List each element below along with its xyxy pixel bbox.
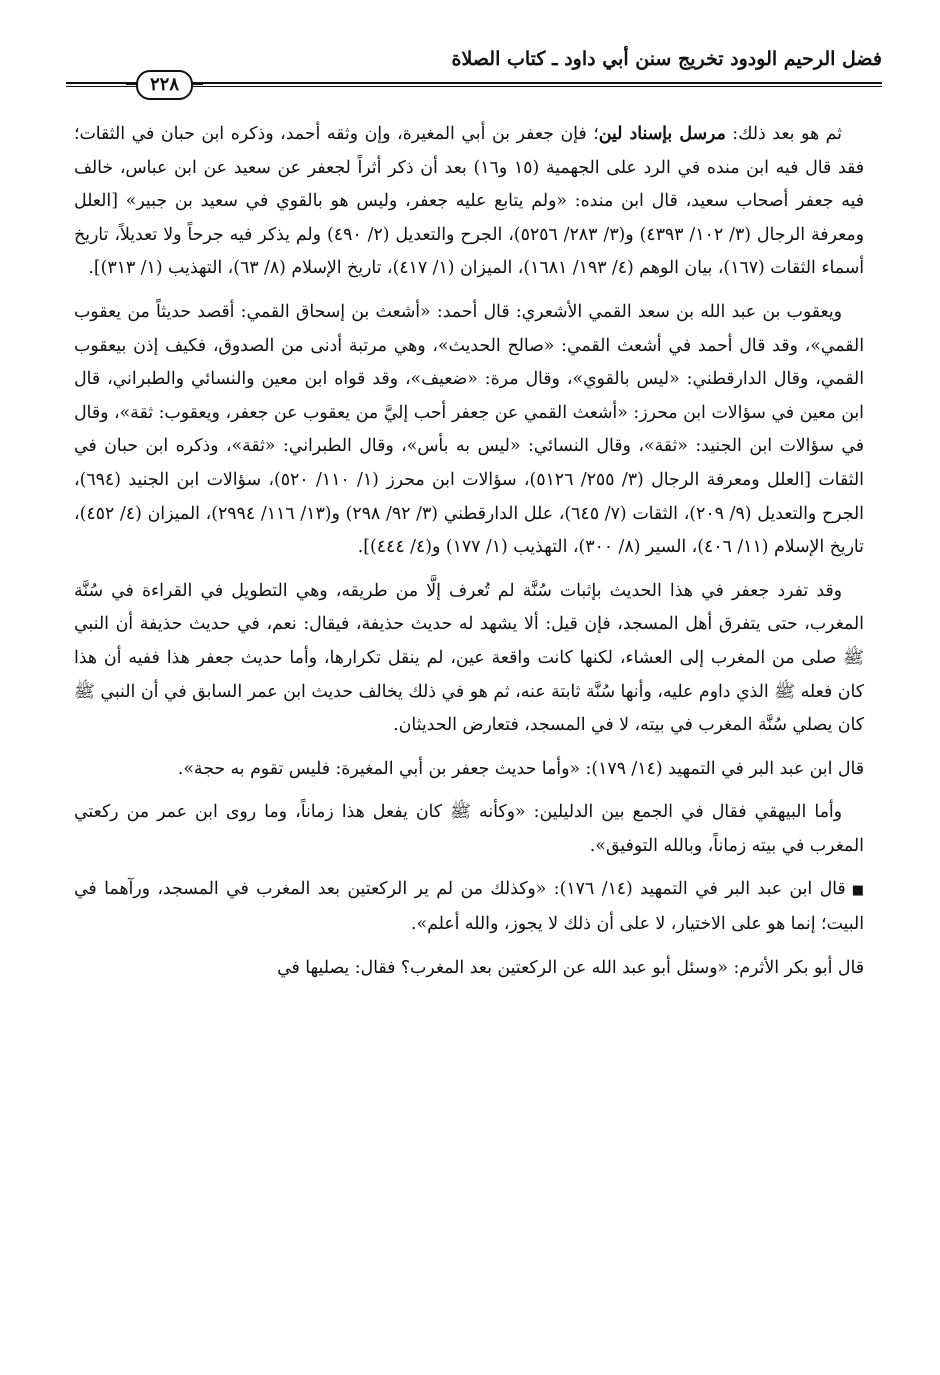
paragraph-text: ثم هو بعد ذلك: — [725, 124, 842, 144]
page-number: ٢٢٨ — [136, 70, 193, 100]
paragraph: وقد تفرد جعفر في هذا الحديث بإثبات سُنَّة لم تُعرف إلَّا من طريقه، وهي التطويل في القراءة في سُنَّة المغرب، حتى يتفرق أهل المسجد، فإن قيل: ألا يشهد له حديث حذيفة، فيقال: نعم، في حديث حذيفة أن النبي ﷺ صلى من المغرب إلى العشاء، لكنها كانت واقعة عين، لم ينقل تكرارها، وأما حديث جعفر هذا ففيه أن هذا كان فعله ﷺ الذي داوم عليه، وأنها سُنَّة ثابتة عنه، ثم هو في ذلك يخالف حديث ابن عمر السابق في أن النبي ﷺ كان يصلي سُنَّة المغرب في بيته، لا في المسجد، فتعارض الحديثان. — [74, 580, 864, 736]
emphasized-ruling: مرسل بإسناد لين — [598, 124, 726, 144]
paragraph: قال أبو بكر الأثرم: «وسئل أبو عبد الله عن الركعتين بعد المغرب؟ فقال: يصليها في — [277, 957, 864, 978]
page-body — [74, 118, 864, 995]
paragraph: وأما البيهقي فقال في الجمع بين الدليلين: «وكأنه ﷺ كان يفعل هذا زماناً، وما روى ابن عمر من ركعتي المغرب في بيته زماناً، وبالله التوفيق». — [74, 802, 864, 856]
bulleted-paragraph — [74, 873, 864, 941]
paragraph-text: ؛ فإن جعفر بن أبي المغيرة، وإن وثقه أحمد، وذكره ابن حبان في الثقات؛ فقد قال فيه ابن منده في الرد على الجهمية (١٥ و١٦) بعد أن ذكر أثراً لجعفر عن سعيد عن ابن عباس، خالف فيه جعفر أصحاب سعيد، قال ابن منده: «ولم يتابع عليه جعفر، وليس هو بالقوي في سعيد بن جبير» [العلل ومعرفة الرجال (٣/ ١٠٢/ ٤٣٩٣) و(٣/ ٢٨٣/ ٥٢٥٦)، الجرح والتعديل (٢/ ٤٩٠) ولم يذكر فيه جرحاً ولا تعديلاً، تاريخ أسماء الثقات (١٦٧)، بيان الوهم (٤/ ١٩٣/ ١٦٨١)، الميزان (١/ ٤١٧)، تاريخ الإسلام (٨/ ٦٣)، التهذيب (١/ ٣١٣)]. — [74, 124, 865, 279]
paragraph: قال ابن عبد البر في التمهيد (١٤/ ١٧٩): «وأما حديث جعفر بن أبي المغيرة: فليس تقوم به حجة». — [177, 758, 864, 779]
square-bullet-icon: ■ — [851, 883, 864, 899]
paragraph — [74, 118, 864, 286]
paragraph-text: قال ابن عبد البر في التمهيد (١٤/ ١٧٦): «وكذلك من لم ير الركعتين بعد المغرب في المسجد، ورآهما في البيت؛ إنما هو على الاختيار، لا على أن ذلك لا يجوز، والله أعلم». — [74, 879, 864, 935]
running-title: فضل الرحيم الودود تخريج سنن أبي داود ـ كتاب الصلاة — [451, 48, 882, 70]
paragraph: ويعقوب بن عبد الله بن سعد القمي الأشعري: قال أحمد: «أشعث بن إسحاق القمي: أقصد حديثاً من يعقوب القمي»، وقد قال أحمد في أشعث القمي: «صالح الحديث»، وهي مرتبة أدنى من الصدوق، فكيف إذن بيعقوب القمي، وقال الدارقطني: «ليس بالقوي»، وقال مرة: «ضعيف»، وقد قواه ابن معين والنسائي والطبراني، قال ابن معين في سؤالات ابن محرز: «أشعث القمي عن جعفر أحب إليَّ من يعقوب عن جعفر، ويعقوب: ثقة»، وقال في سؤالات ابن الجنيد: «ثقة»، وقال النسائي: «ليس به بأس»، وقال الطبراني: «ثقة»، وذكره ابن حبان في الثقات [العلل ومعرفة الرجال (٣/ ٢٥٥/ ٥١٢٦)، سؤالات ابن محرز (١/ ١١٠/ ٥٢٠)، سؤالات ابن الجنيد (٦٩٤)، الجرح والتعديل (٩/ ٢٠٩)، الثقات (٧/ ٦٤٥)، علل الدارقطني (٣/ ٩٢/ ٢٩٨) و(١٣/ ١١٦/ ٢٩٩٤)، الميزان (٤/ ٤٥٢)، تاريخ الإسلام (١١/ ٤٠٦)، السير (٨/ ٣٠٠)، التهذيب (١/ ١٧٧) و(٤/ ٤٤٤)]. — [74, 301, 864, 558]
page-header — [66, 48, 882, 98]
